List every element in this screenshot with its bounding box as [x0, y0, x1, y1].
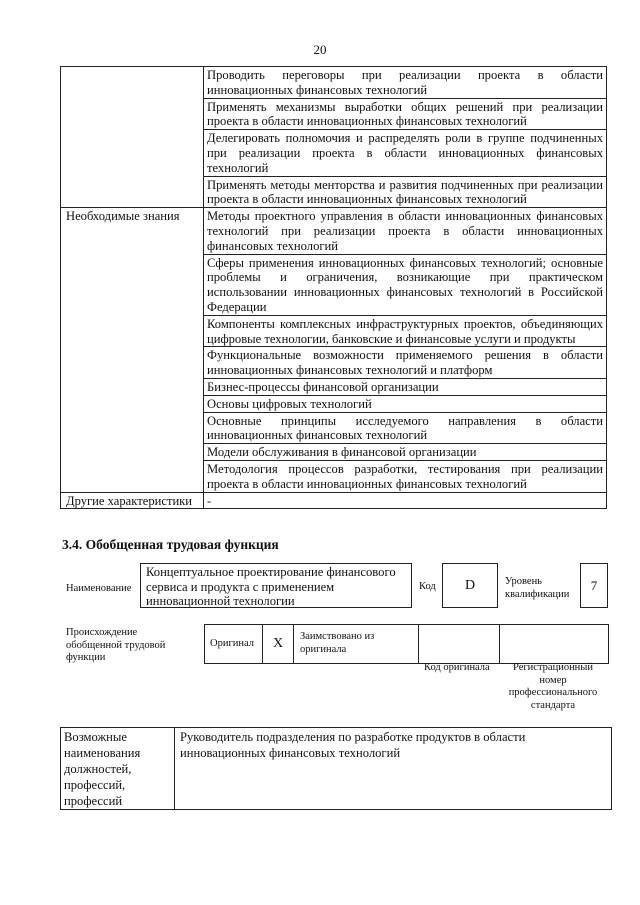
level-value-box: 7: [580, 563, 608, 608]
level-label: Уровень квалификации: [505, 576, 570, 600]
borrowed-label: Заимствовано из оригинала: [300, 631, 375, 655]
skill-item: Применять механизмы выработки общих решений при реализации проекта в области инновационных финансовых технологий: [204, 98, 607, 130]
knowledge-item: Методология процессов разработки, тестирования при реализации проекта в области инновационных финансовых технологий: [204, 460, 607, 492]
page-number: 20: [313, 42, 327, 57]
knowledge-item: Компоненты комплексных инфраструктурных проектов, объединяющих цифровые технологии, банковские и финансовые услуги и продукты: [204, 315, 607, 347]
name-label: Наименование: [66, 583, 132, 594]
original-label: Оригинал: [210, 638, 254, 649]
knowledge-label: Необходимые знания: [61, 208, 204, 492]
knowledge-item: Основы цифровых технологий: [204, 395, 607, 412]
knowledge-item: Функциональные возможности применяемого решения в области инновационных финансовых технологий и платформ: [204, 347, 607, 379]
knowledge-item: Методы проектного управления в области инновационных финансовых технологий при реализации проекта в области инновационных финансовых технологий: [204, 208, 607, 254]
positions-value: Руководитель подразделения по разработке продуктов в области инновационных финансовых технологий: [175, 728, 612, 810]
table-row: [61, 208, 607, 254]
table-row: [61, 492, 607, 509]
table-row: [61, 67, 607, 99]
code-label: Код: [419, 581, 436, 592]
reg-number-caption: Регистрационный номер профессионального стандарта: [508, 662, 598, 711]
skill-item: Проводить переговоры при реализации проекта в области инновационных финансовых технологий: [204, 67, 607, 99]
section-title: 3.4. Обобщенная трудовая функция: [62, 537, 279, 552]
skill-item: Делегировать полномочия и распределять роли в группе подчиненных при реализации проекта в области инновационных финансовых технологий: [204, 130, 607, 176]
function-name-box: Концептуальное проектирование финансового сервиса и продукта с применением инновационной технологии: [140, 563, 412, 608]
knowledge-item: Бизнес-процессы финансовой организации: [204, 378, 607, 395]
knowledge-item: Модели обслуживания в финансовой организации: [204, 444, 607, 461]
code-original-box: [418, 624, 500, 664]
positions-table: [60, 727, 612, 810]
other-characteristics-label: Другие характеристики: [61, 492, 204, 509]
skills-label-cell: [61, 67, 204, 208]
positions-label: Возможные наименования должностей, профессий, профессий: [61, 728, 175, 810]
original-mark: X: [272, 636, 284, 651]
table-row: [61, 728, 612, 810]
skill-item: Применять методы менторства и развития подчиненных при реализации проекта в области инновационных финансовых технологий: [204, 176, 607, 208]
skills-knowledge-table: [60, 66, 607, 509]
code-original-caption: Код оригинала: [424, 662, 490, 673]
other-characteristics-value: -: [204, 492, 607, 509]
knowledge-item: Сферы применения инновационных финансовых технологий; основные проблемы и ограничения, возникающие при практическом использовании инновационных финансовых технологий в Российской Федерации: [204, 254, 607, 315]
function-code-box: D: [442, 563, 498, 608]
knowledge-item: Основные принципы исследуемого направления в области инновационных финансовых технологий: [204, 412, 607, 444]
origin-label: Происхождение обобщенной трудовой функции: [66, 627, 166, 663]
